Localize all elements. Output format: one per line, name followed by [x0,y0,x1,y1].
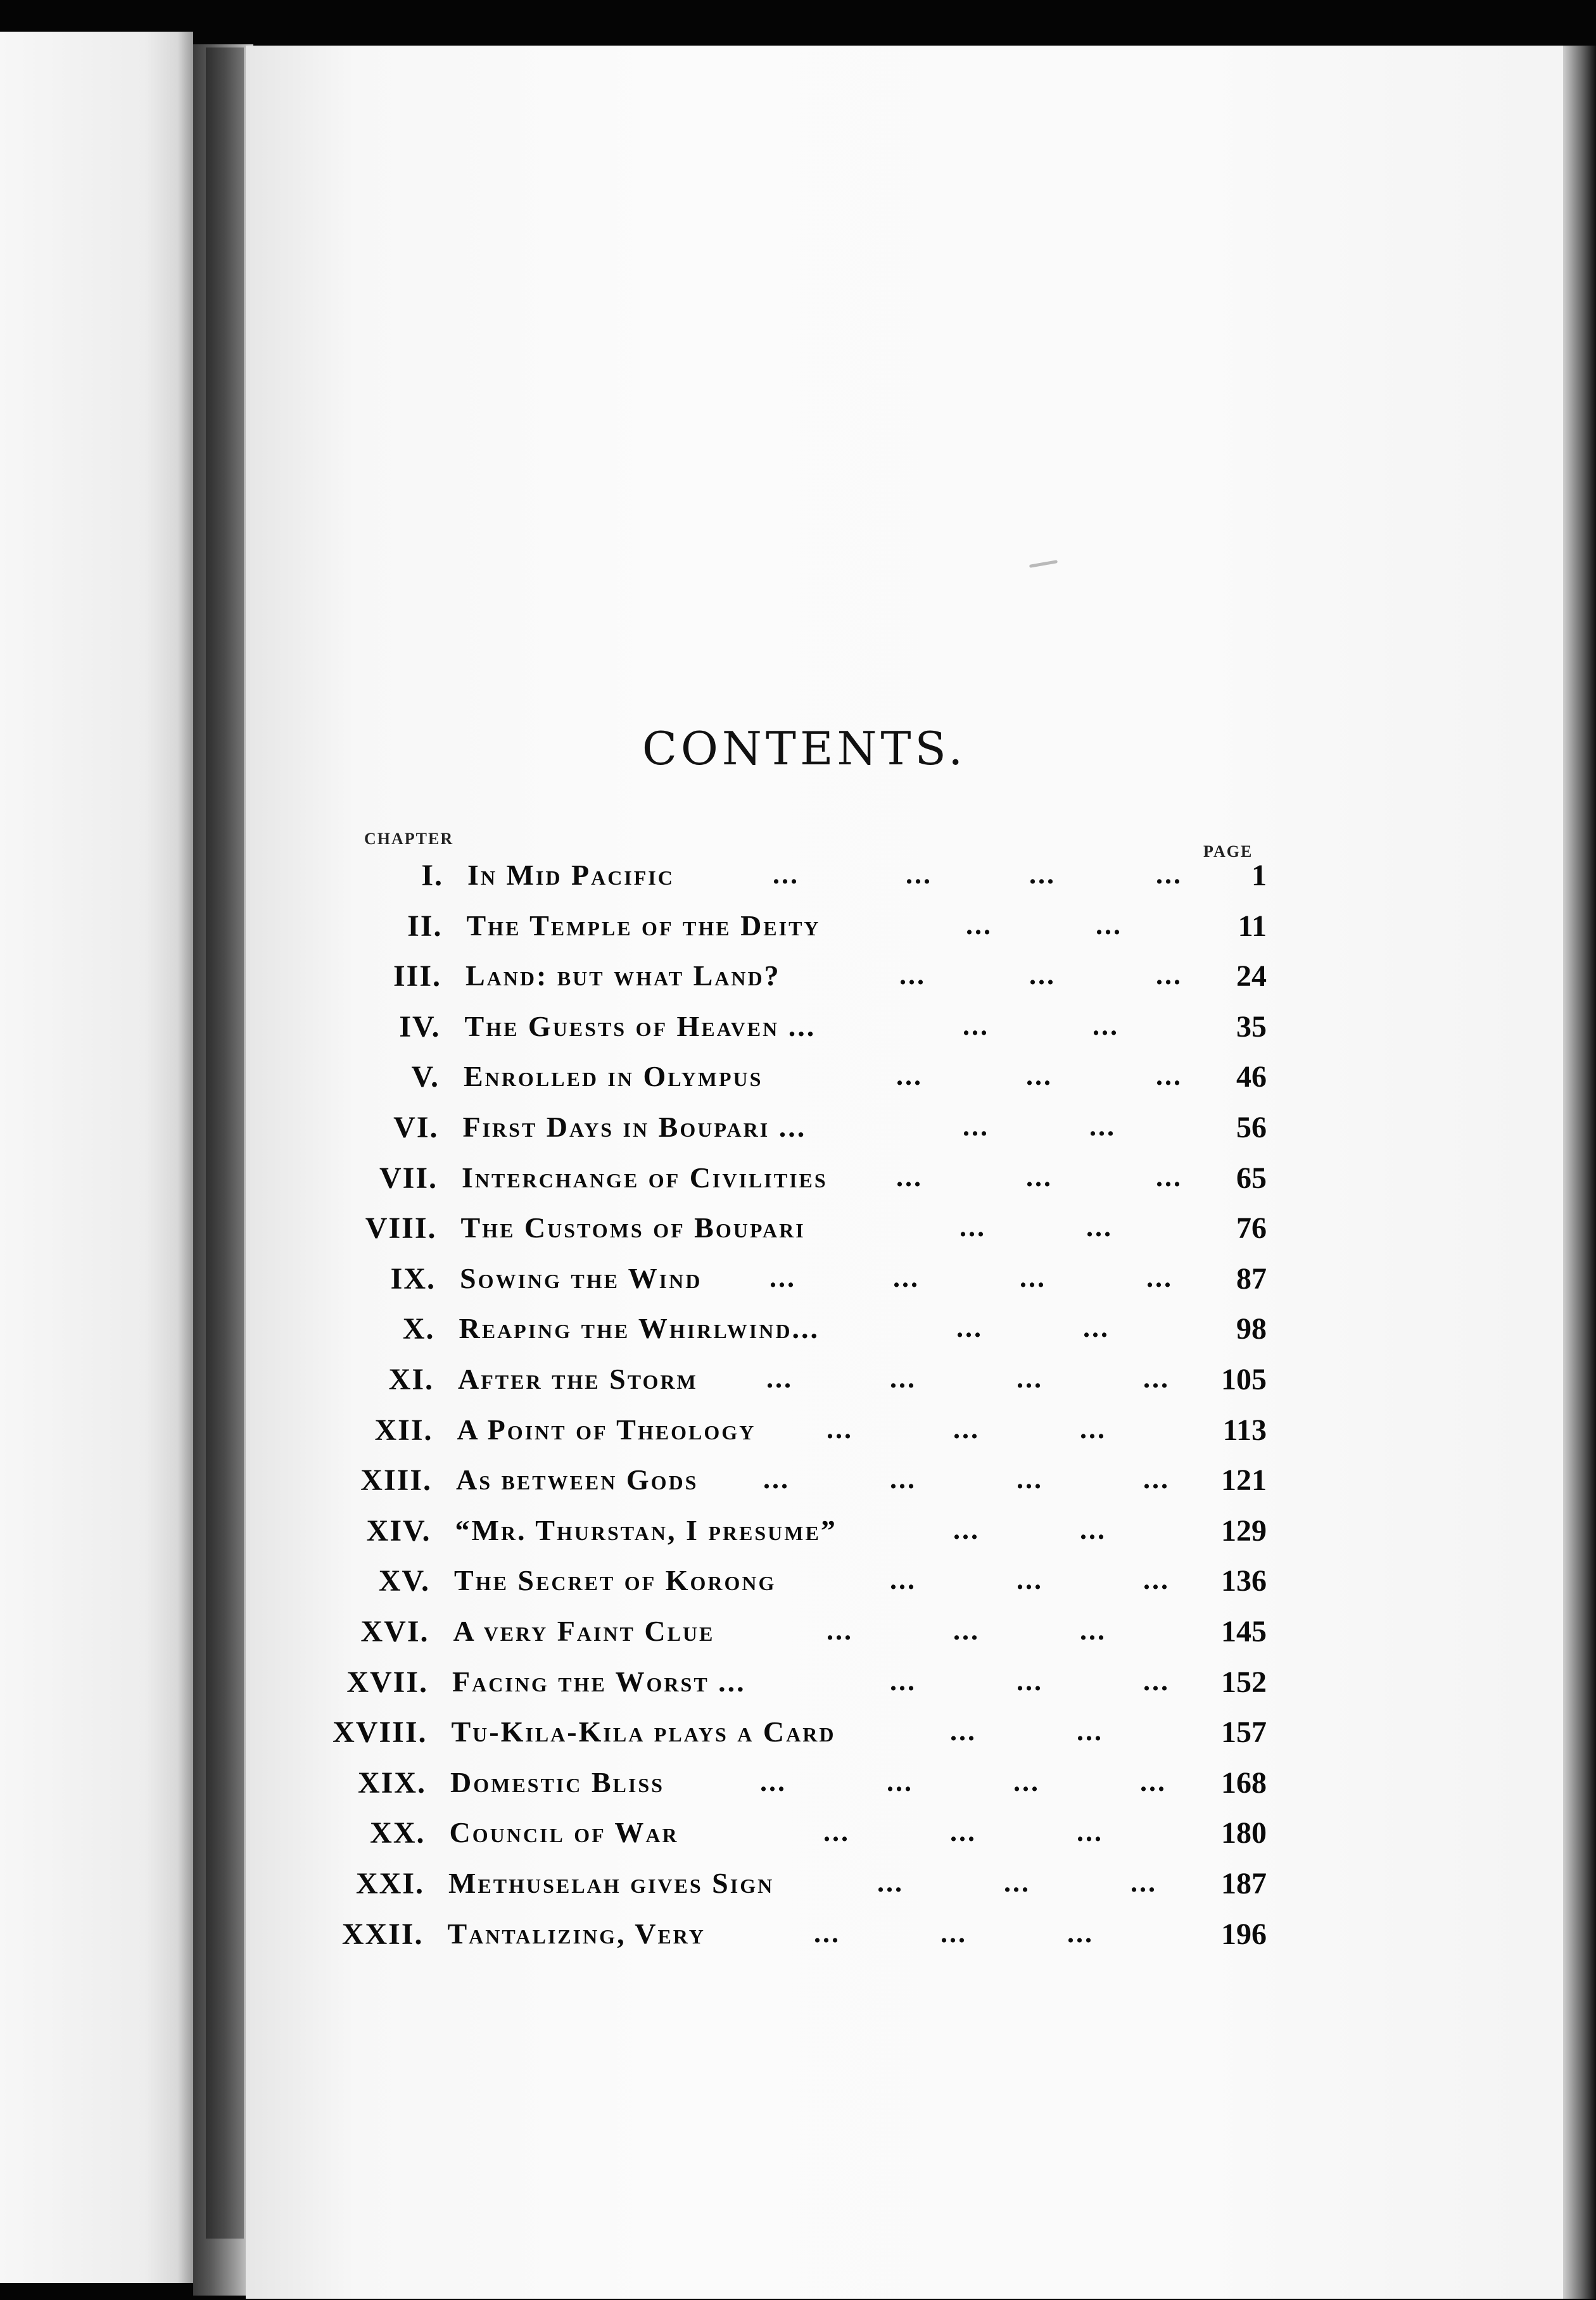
leader-dots: ... [1156,959,1182,991]
toc-entry [0,959,1596,1003]
page-number: 24 [1236,959,1267,994]
chapter-title: Tu-Kila-Kila plays a Card [451,1716,836,1748]
leader-dots: ... [953,1413,980,1444]
chapter-title: A very Faint Clue [453,1615,715,1647]
page-number: 145 [1221,1615,1267,1648]
leader-dots: ... [1086,1211,1113,1243]
leader-dots: ... [1016,1363,1043,1394]
chapter-number: XVII. [346,1665,428,1699]
toc-entry [0,1917,1596,1961]
leader-dots: ... [1143,1463,1170,1495]
toc-entry [0,1866,1596,1911]
leader-dots: ... [1020,1261,1046,1293]
leader-dots: ... [953,1615,980,1646]
page-number: 196 [1221,1917,1267,1951]
leader-dots: ... [1029,959,1056,991]
leader-dots: ... [814,1917,840,1949]
page-column-label: PAGE [1203,842,1253,861]
leader-dots: ... [966,909,992,940]
chapter-title: Methuselah gives Sign [448,1867,775,1899]
contents-title: CONTENTS. [642,722,967,775]
chapter-number: I. [421,859,443,892]
toc-entry [0,1816,1596,1860]
leader-dots: ... [1156,1060,1182,1092]
leader-dots: ... [890,1564,916,1596]
chapter-title: Domestic Bliss [450,1766,664,1798]
leader-dots: ... [1080,1615,1106,1646]
toc-entry [0,1059,1596,1104]
page-number: 187 [1221,1867,1267,1900]
leader-dots: ... [1004,1867,1030,1898]
chapter-number: XI. [388,1363,434,1396]
chapter-number: IX. [390,1261,436,1296]
page-number: 168 [1221,1766,1267,1800]
leader-dots: ... [763,1463,790,1495]
leader-dots: ... [1143,1665,1170,1697]
leader-dots: ... [1016,1564,1043,1596]
chapter-number: XVIII. [332,1716,428,1750]
chapter-title: In Mid Pacific [467,859,674,891]
leader-dots: ... [899,959,926,991]
toc-entry [0,1211,1596,1255]
chapter-title: Council of War [449,1816,679,1849]
leader-dots: ... [1026,1060,1053,1092]
leader-dots: ... [1080,1513,1106,1545]
leader-dots: ... [760,1766,787,1797]
chapter-number: XV. [378,1564,430,1598]
chapter-number: VIII. [365,1211,437,1246]
page-number: 113 [1222,1413,1267,1447]
leader-dots: ... [950,1716,977,1747]
chapter-number: XXI. [355,1867,424,1900]
leader-dots: ... [823,1816,850,1848]
leader-dots: ... [887,1766,913,1797]
leader-dots: ... [1143,1564,1170,1596]
leader-dots: ... [877,1867,904,1898]
chapter-number: VI. [393,1111,439,1144]
chapter-number: XII. [374,1413,433,1447]
leader-dots: ... [1146,1261,1173,1293]
leader-dots: ... [890,1463,916,1495]
chapter-number: IV. [399,1009,441,1044]
page-number: 65 [1236,1161,1267,1195]
toc-entry [0,858,1596,902]
chapter-number: II. [407,909,443,943]
leader-dots: ... [1016,1463,1043,1495]
page-number: 87 [1236,1261,1267,1296]
leader-dots: ... [906,859,932,890]
toc-entry [0,909,1596,953]
chapter-number: XVI. [360,1615,429,1648]
leader-dots: ... [1143,1363,1170,1394]
leader-dots: ... [890,1363,916,1394]
chapter-title: “Mr. Thurstan, I presume” [455,1513,837,1546]
leader-dots: ... [826,1615,853,1646]
page-number: 105 [1221,1363,1267,1396]
chapter-number: VII. [379,1161,438,1195]
leader-dots: ... [1096,909,1122,940]
leader-dots: ... [956,1312,983,1344]
page-number: 152 [1221,1665,1267,1699]
chapter-title: The Customs of Boupari [460,1211,806,1244]
chapter-title: Facing the Worst ... [452,1665,746,1698]
toc-entry [0,1311,1596,1356]
leader-dots: ... [1092,1009,1119,1041]
leader-dots: ... [1077,1716,1103,1747]
leader-dots: ... [960,1211,986,1243]
toc-entry [0,1009,1596,1054]
leader-dots: ... [1067,1917,1094,1949]
chapter-title: A Point of Theology [457,1413,756,1446]
chapter-number: V. [411,1060,440,1094]
toc-entry [0,1715,1596,1759]
leader-dots: ... [1029,859,1056,890]
leader-dots: ... [826,1413,853,1444]
chapter-number: XX. [370,1816,426,1850]
leader-dots: ... [893,1261,920,1293]
page-number: 121 [1221,1463,1267,1498]
chapter-number: III. [393,959,441,994]
chapter-title: The Secret of Korong [454,1564,776,1597]
leader-dots: ... [890,1665,916,1697]
leader-dots: ... [770,1261,796,1293]
leader-dots: ... [1083,1312,1110,1344]
chapter-column-label: CHAPTER [364,830,454,848]
leader-dots: ... [766,1363,793,1394]
leader-dots: ... [1077,1816,1103,1848]
toc-entry [0,1110,1596,1154]
leader-dots: ... [1156,1161,1182,1192]
chapter-title: The Guests of Heaven ... [464,1009,816,1042]
toc-entry [0,1665,1596,1709]
page-number: 56 [1236,1111,1267,1144]
chapter-number: X. [402,1312,435,1346]
chapter-title: First Days in Boupari ... [462,1111,807,1143]
chapter-number: XIII. [360,1463,432,1498]
leader-dots: ... [963,1009,989,1041]
toc-entry [0,1413,1596,1457]
page-number: 98 [1236,1312,1267,1346]
page-number: 35 [1236,1009,1267,1044]
toc-entry [0,1161,1596,1205]
leader-dots: ... [950,1816,977,1848]
toc-entry [0,1564,1596,1608]
page-number: 157 [1221,1716,1267,1750]
toc-entry [0,1261,1596,1306]
leader-dots: ... [940,1917,967,1949]
leader-dots: ... [1016,1665,1043,1697]
leader-dots: ... [953,1513,980,1545]
leader-dots: ... [1013,1766,1040,1797]
leader-dots: ... [773,859,799,890]
chapter-title: As between Gods [456,1463,699,1496]
chapter-title: After the Storm [458,1363,698,1395]
leader-dots: ... [1089,1111,1116,1142]
toc-entry [0,1766,1596,1810]
toc-entry [0,1614,1596,1659]
leader-dots: ... [1080,1413,1106,1444]
chapter-title: Enrolled in Olympus [464,1060,763,1093]
chapter-number: XXII. [341,1917,424,1951]
leader-dots: ... [1026,1161,1053,1192]
page-number: 76 [1236,1211,1267,1246]
page-number: 180 [1221,1816,1267,1850]
leader-dots: ... [1130,1867,1157,1898]
page-number: 46 [1236,1060,1267,1094]
page-number: 136 [1221,1564,1267,1598]
chapter-title: Tantalizing, Very [447,1917,706,1950]
toc-entry [0,1362,1596,1406]
page-number: 11 [1238,909,1267,943]
leader-dots: ... [896,1060,923,1092]
chapter-title: Reaping the Whirlwind... [459,1312,820,1345]
leader-dots: ... [1156,859,1182,890]
chapter-title: Land: but what Land? [466,959,781,992]
leader-dots: ... [963,1111,989,1142]
leader-dots: ... [1140,1766,1167,1797]
chapter-title: Sowing the Wind [460,1261,702,1294]
chapter-number: XIX. [357,1766,426,1800]
toc-entry [0,1513,1596,1558]
page-number: 129 [1221,1513,1267,1548]
chapter-title: The Temple of the Deity [466,909,821,942]
toc-entry [0,1463,1596,1507]
chapter-number: XIV. [366,1513,431,1548]
chapter-title: Interchange of Civilities [462,1161,828,1194]
page-number: 1 [1251,859,1267,892]
leader-dots: ... [896,1161,923,1192]
